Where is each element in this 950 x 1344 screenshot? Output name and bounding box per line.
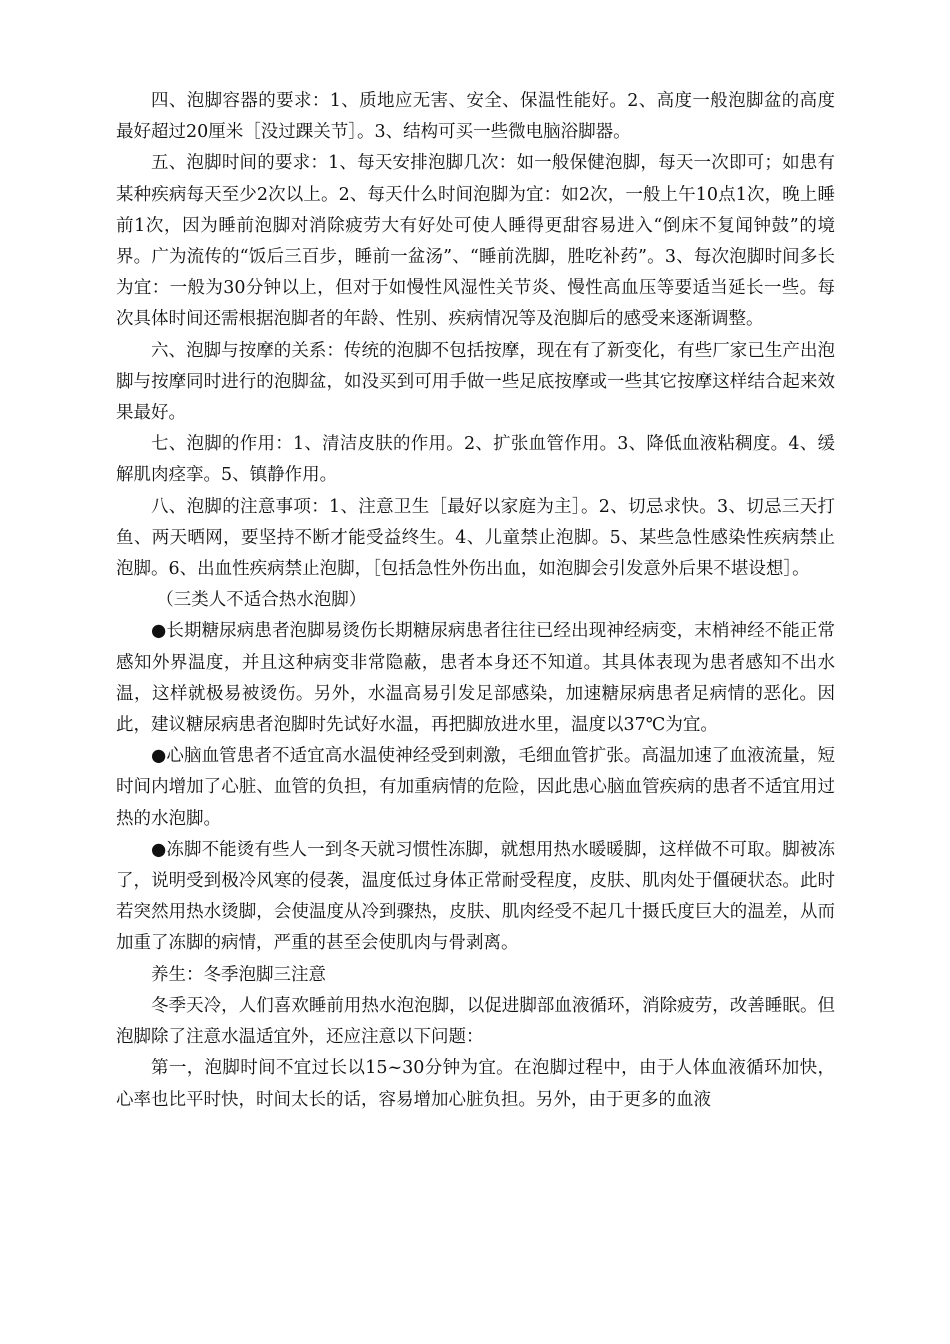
- section-heading: （三类人不适合热水泡脚）: [156, 590, 367, 611]
- paragraph-effects: 七、泡脚的作用：1、清洁皮肤的作用。2、扩张血管作用。3、降低血液粘稠度。4、缓解肌肉痉挛。5、镇静作用。: [116, 434, 835, 486]
- paragraph-time-requirements: 五、泡脚时间的要求：1、每天安排泡脚几次：如一般保健泡脚，每天一次即可；如患有某种疾病每天至少2次以上。2、每天什么时间泡脚为宜：如2次，一般上午10点1次，晚上睡前1次，因为睡前泡脚对消除疲劳大有好处可使人睡得更甜容易进入“倒床不复闻钟鼓”的境界。广为流传的“饭后三百步，睡前一盆汤”、“睡前洗脚，胜吃补药”。3、每次泡脚时间多长为宜：一般为30分钟以上，但对于如慢性风湿性关节炎、慢性高血压等要适当延长一些。每次具体时间还需根据泡脚者的年龄、性别、疾病情况等及泡脚后的感受来逐渐调整。: [116, 153, 835, 330]
- bullet-cardiovascular: ●心脑血管患者不适宜高水温使神经受到刺激，毛细血管扩张。高温加速了血液流量，短时间内增加了心脏、血管的负担，有加重病情的危险，因此患心脑血管疾病的患者不适宜用过热的水泡脚。: [116, 746, 835, 829]
- paragraph-winter-intro: 冬季天冷，人们喜欢睡前用热水泡泡脚，以促进脚部血液循环，消除疲劳，改善睡眠。但泡脚除了注意水温适宜外，还应注意以下问题：: [116, 995, 835, 1048]
- document-page: [116, 86, 835, 1116]
- subtitle: 养生：冬季泡脚三注意: [151, 964, 326, 985]
- paragraph-massage-relation: 六、泡脚与按摩的关系：传统的泡脚不包括按摩，现在有了新变化，有些厂家已生产出泡脚与按摩同时进行的泡脚盆，如没买到可用手做一些足底按摩或一些其它按摩这样结合起来效果最好。: [116, 340, 835, 424]
- paragraph-container-requirements: 四、泡脚容器的要求：1、质地应无害、安全、保温性能好。2、高度一般泡脚盆的高度最好超过20厘米［没过踝关节］。3、结构可买一些微电脑浴脚器。: [116, 91, 835, 143]
- paragraph-first-note: 第一，泡脚时间不宜过长以15~30分钟为宜。在泡脚过程中，由于人体血液循环加快，心率也比平时快，时间太长的话，容易增加心脏负担。另外，由于更多的血液: [116, 1058, 835, 1110]
- bullet-frozen-feet: ●冻脚不能烫有些人一到冬天就习惯性冻脚，就想用热水暖暖脚，这样做不可取。脚被冻了，说明受到极冷风寒的侵袭，温度低过身体正常耐受程度，皮肤、肌肉处于僵硬状态。此时若突然用热水烫脚，会使温度从冷到骤热，皮肤、肌肉经受不起几十摄氏度巨大的温差，从而加重了冻脚的病情，严重的甚至会使肌肉与骨剥离。: [116, 839, 835, 954]
- bullet-diabetes: ●长期糖尿病患者泡脚易烫伤长期糖尿病患者往往已经出现神经病变，末梢神经不能正常感知外界温度，并且这种病变非常隐蔽，患者本身还不知道。其具体表现为患者感知不出水温，这样就极易被烫伤。另外，水温高易引发足部感染，加速糖尿病患者足病情的恶化。因此，建议糖尿病患者泡脚时先试好水温，再把脚放进水里，温度以37℃为宜。: [116, 621, 835, 736]
- paragraph-precautions: 八、泡脚的注意事项：1、注意卫生［最好以家庭为主］。2、切忌求快。3、切忌三天打鱼、两天晒网，要坚持不断才能受益终生。4、儿童禁止泡脚。5、某些急性感染性疾病禁止泡脚。6、出血性疾病禁止泡脚，［包括急性外伤出血，如泡脚会引发意外后果不堪设想］。: [116, 496, 835, 580]
